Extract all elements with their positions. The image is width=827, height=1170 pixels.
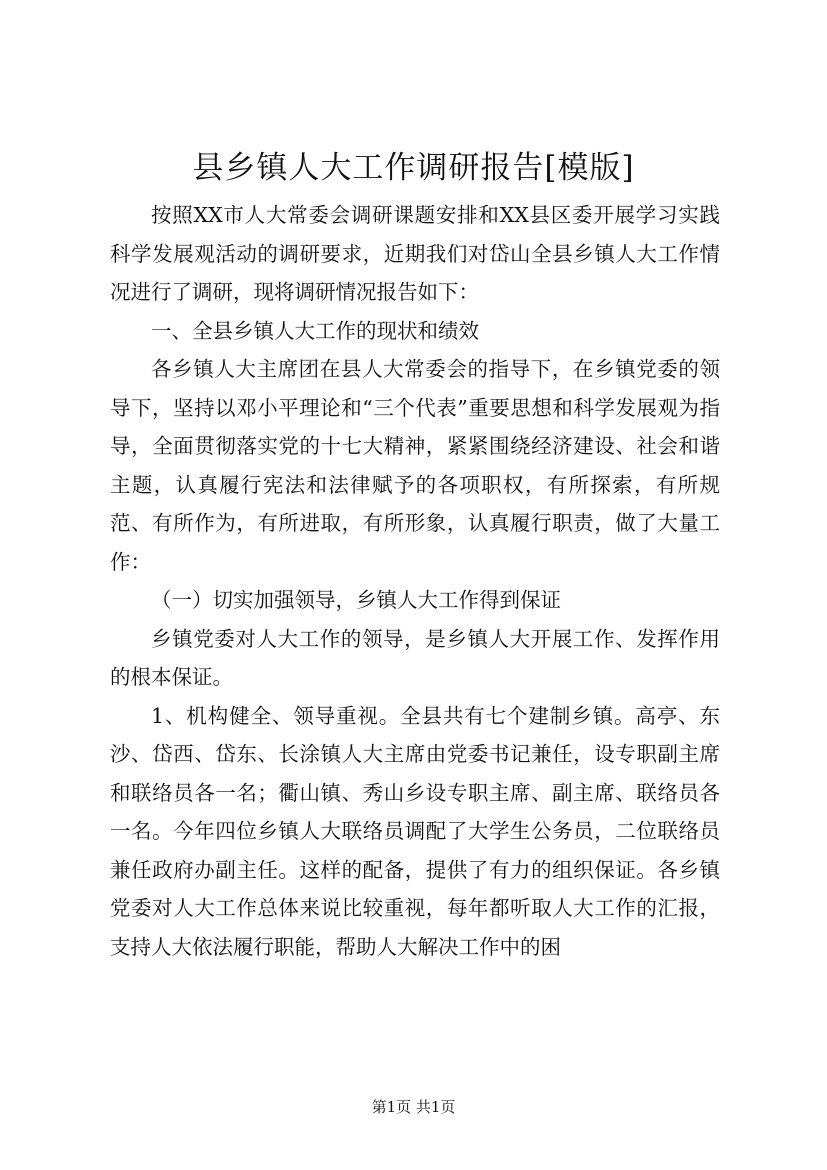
- subsection-heading-1: （一）切实加强领导，乡镇人大工作得到保证: [151, 588, 561, 612]
- page-number: 第1页 共1页: [371, 1098, 456, 1116]
- document-body: [110, 196, 720, 966]
- document-title: 县乡镇人大工作调研报告[模版]: [192, 150, 635, 186]
- paragraph-organization: 1、机构健全、领导重视。全县共有七个建制乡镇。高亭、东沙、岱西、岱东、长涂镇人大主席由党委书记兼任，设专职副主席和联络员各一名；衢山镇、秀山乡设专职主席、副主席、联络员各一名。今年四位乡镇人大联络员调配了大学生公务员，二位联络员兼任政府办副主任。这样的配备，提供了有力的组织保证。各乡镇党委对人大工作总体来说比较重视，每年都听取人大工作的汇报，支持人大依法履行职能，帮助人大解决工作中的困: [110, 703, 720, 959]
- paragraph-overview: 各乡镇人大主席团在县人大常委会的指导下，在乡镇党委的领导下，坚持以邓小平理论和“三个代表”重要思想和科学发展观为指导，全面贯彻落实党的十七大精神，紧紧围绕经济建设、社会和谐主题，认真履行宪法和法律赋予的各项职权，有所探索，有所规范、有所作为，有所进取，有所形象，认真履行职责，做了大量工作：: [110, 357, 720, 574]
- paragraph-leadership: 乡镇党委对人大工作的领导，是乡镇人大开展工作、发挥作用的根本保证。: [110, 626, 720, 689]
- section-heading-1: 一、全县乡镇人大工作的现状和绩效: [151, 318, 479, 343]
- paragraph-intro: 按照XX市人大常委会调研课题安排和XX县区委开展学习实践科学发展观活动的调研要求，近期我们对岱山全县乡镇人大工作情况进行了调研，现将调研情况报告如下：: [110, 203, 720, 304]
